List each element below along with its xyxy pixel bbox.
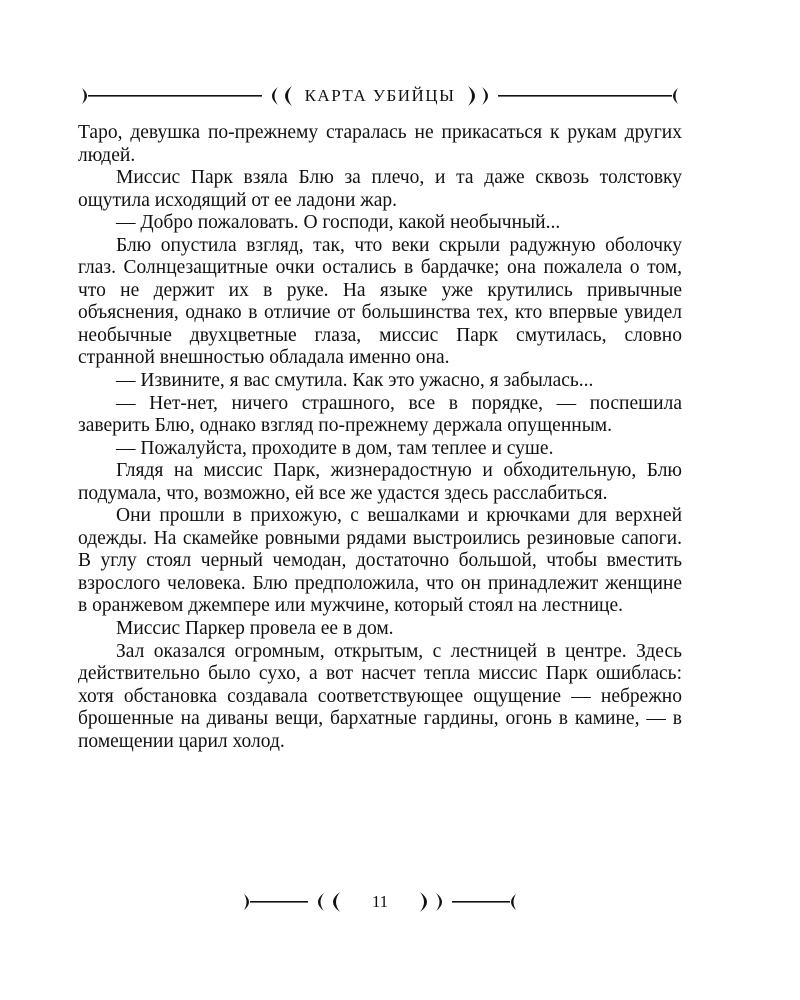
paragraph: Блю опустила взгляд, так, что веки скрыли радужную оболочку глаз. Солнцезащитные очки остались в бардачке; она пожалела о том, что не держит их в руке. На языке уже крутились привычные объяснения, однако в отличие от большинства тех, кто впервые увидел необычные двухцветные глаза, миссис Парк смутилась, словно странной внешностью обладала именно она. <box>78 234 682 369</box>
paragraph: Они прошли в прихожую, с вешалками и крючками для верхней одежды. На скамейке ровными рядами выстроились резиновые сапоги. В углу стоял черный чемодан, достаточно большой, чтобы вместить взрослого человека. Блю предположила, что он принадлежит женщине в оранжевом джемпере или мужчине, который стоял на лестнице. <box>78 505 682 617</box>
paragraph: — Добро пожаловать. О господи, какой необычный... <box>116 212 561 234</box>
paragraph: Миссис Паркер провела ее в дом. <box>116 618 394 640</box>
body-text <box>78 122 682 753</box>
paragraph: Зал оказался огромным, открытым, с лестницей в центре. Здесь действительно было сухо, а вот насчет тепла миссис Парк ошиблась: хотя обстановка создавала соответствующее ощущение — небрежно брошенные на диваны вещи, бархатные гардины, огонь в камине, — в помещении царил холод. <box>78 640 682 752</box>
paragraph: Таро, девушка по-прежнему старалась не прикасаться к рукам других людей. <box>78 122 682 166</box>
paragraph: Глядя на миссис Парк, жизнерадостную и обходительную, Блю подумала, что, возможно, ей все же удастся здесь расслабиться. <box>78 460 682 504</box>
running-title: КАРТА УБИЙЦЫ <box>304 86 456 105</box>
page-footer <box>240 886 520 918</box>
running-header <box>78 80 682 112</box>
page-number: 11 <box>371 892 389 911</box>
paragraph: — Извините, я вас смутила. Как это ужасно, я забылась... <box>116 370 594 392</box>
paragraph: Миссис Парк взяла Блю за плечо, и та даже сквозь толстовку ощутила исходящий от ее ладони жар. <box>78 167 682 211</box>
paragraph: — Пожалуйста, проходите в дом, там теплее и суше. <box>116 437 554 459</box>
paragraph: — Нет-нет, ничего страшного, все в порядке, — поспешила заверить Блю, однако взгляд по-прежнему держала опущенным. <box>78 392 682 437</box>
